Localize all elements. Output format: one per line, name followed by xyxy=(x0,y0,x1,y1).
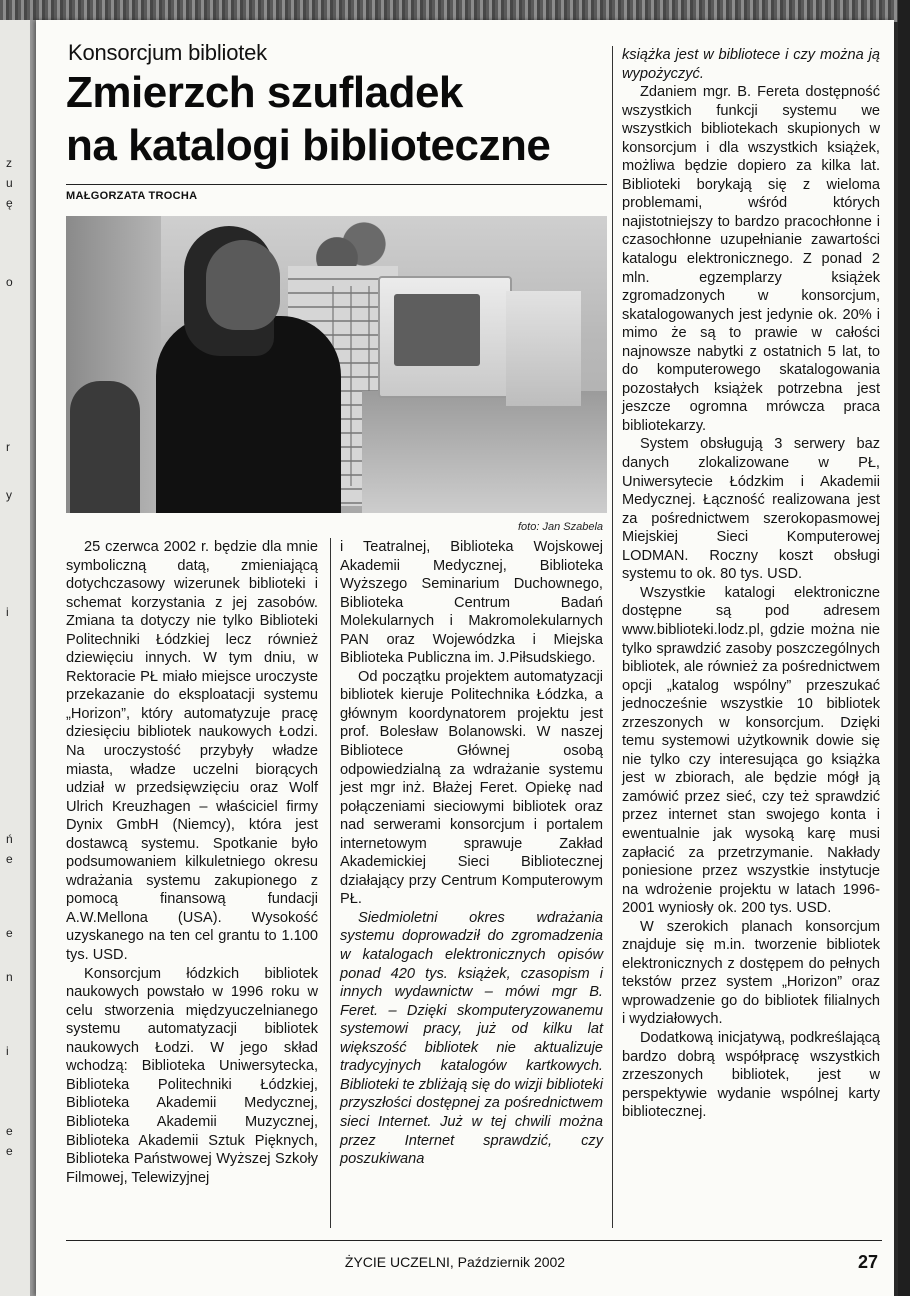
paragraph: Konsorcjum łódzkich bibliotek naukowych powstało w 1996 roku w celu stworzenia międzyuczelnianego systemu automatyzacji bibliotek naukowych Łodzi. W jego skład wchodzą: Biblioteka Uniwersytecka, Biblioteka Politechniki Łódzkiej, Biblioteka Akademii Medycznej, Biblioteka Akademii Muzycznej, Biblioteka Akademii Sztuk Pięknych, Biblioteka Państwowej Wyższej Szkoły Filmowej, Telewizyjnej xyxy=(66,965,318,1186)
margin-glyph: e xyxy=(6,926,13,940)
title-divider xyxy=(66,184,607,185)
photo-woman-head xyxy=(206,240,280,330)
photo-desk xyxy=(362,391,607,513)
text-column-3 xyxy=(622,46,880,1122)
margin-glyph: e xyxy=(6,1144,13,1158)
margin-glyph: n xyxy=(6,970,13,984)
paragraph: Dodatkową inicjatywą, podkreślającą bardzo dobrą współpracę wszystkich zrzeszonych bibliotek, jest w perspektywie wydanie wspólnej karty bibliotecznej. xyxy=(622,1029,880,1121)
photo-monitor-screen xyxy=(394,294,480,366)
photo-background-person xyxy=(70,381,140,513)
margin-glyph: e xyxy=(6,852,13,866)
article-kicker: Konsorcjum bibliotek xyxy=(68,40,267,65)
quote-paragraph: książka jest w bibliotece i czy można ją wypożyczyć. xyxy=(622,47,880,82)
paragraph: System obsługują 3 serwery baz danych zlokalizowane w PŁ, Uniwersytecie Łódzkim i Akademii Medycznej. Łączność realizowana jest za pośrednictwem szerokopasmowej Miejskiej Sieci Komputerowej LODMAN. Roczny koszt obsługi systemu to ok. 80 tys. USD. xyxy=(622,436,880,583)
article-author: MAŁGORZATA TROCHA xyxy=(66,190,198,202)
paragraph: 25 czerwca 2002 r. będzie dla mnie symboliczną datą, zmieniającą dotychczasowy wizerunek biblioteki i schemat korzystania z jej zasobów. Zmiana ta dotyczy nie tylko Biblioteki Politechniki Łódzkiej lecz również dziewięciu innych. W tym dniu, w Rektoracie PŁ miało miejsce uroczyste przekazanie do eksploatacji systemu „Horizon”, który automatyzuje pracę dziesięciu bibliotek naukowych Łodzi. Na uroczystość przybyły władze miasta, władze uczelni biorących udział w przedsięwzięciu oraz Wolf Ulrich Kreuzhagen – właściciel firmy Dynix GmbH (Niemcy), która jest dostawcą systemu. Spotkanie było podsumowaniem kilkuletniego okresu wdrażania systemu zakupionego z pomocą finansową fundacji A.W.Mellona (USA). Wysokość uzyskanego na ten cel grantu to 1.100 tys. USD. xyxy=(66,539,318,964)
margin-glyph: y xyxy=(6,488,12,502)
article-title xyxy=(66,66,606,172)
scan-right-edge xyxy=(898,0,910,1296)
paragraph: W szerokich planach konsorcjum znajduje się m.in. tworzenie bibliotek elektronicznych z dostępem do pełnych tekstów przez system „Horizon” oraz wprowadzenie go do bibliotek filialnych i wydziałowych. xyxy=(622,918,880,1028)
margin-glyph: e xyxy=(6,1124,13,1138)
footer-publication: ŻYCIE UCZELNI, Październik 2002 xyxy=(344,1254,566,1270)
margin-glyph: r xyxy=(6,440,10,454)
quote-paragraph: Siedmioletni okres wdrażania systemu doprowadził do zgromadzenia w katalogach elektronicznych opisów ponad 420 tys. książek, czasopism i innych wydawnictw – mówi mgr B. Feret. – Dzięki skomputeryzowanemu systemowi pracy, już od kilku lat większość bibliotek nie aktualizuje tradycyjnych katalogów kartkowych. Biblioteki te zbliżają się do wizji biblioteki przyszłości dostępnej za pośrednictwem sieci Internet. Już w tej chwili można przez Internet sprawdzić, czy poszukiwana xyxy=(340,909,603,1168)
paragraph: Zdaniem mgr. B. Fereta dostępność wszystkich funkcji systemu we wszystkich bibliotekach skupionych w konsorcjum i dla wszystkich książek, możliwa będzie dopiero za kilka lat. Biblioteki borykają się z wieloma problemami, wśród których najistotniejszy to bardzo pracochłonne i czasochłonne uzupełnianie zawartości katalogu elektronicznego. Z ponad 2 mln. egzemplarzy książek zgromadzonych w konsorcjum, skatalogowanych jest jedynie ok. 20% i mimo że są to prawie w całości najnowsze nabytki z ostatnich 5 lat, to do komputerowego skatalogowania pozostałych książek potrzebna jest jeszcze ogromna mrówcza praca bibliotekarzy. xyxy=(622,84,880,434)
page-number: 27 xyxy=(858,1252,879,1272)
margin-glyph: i xyxy=(6,1044,9,1058)
column-divider xyxy=(330,538,331,1228)
margin-glyph: ń xyxy=(6,832,13,846)
article-title-line: na katalogi biblioteczne xyxy=(66,121,551,170)
article-photo xyxy=(66,216,607,513)
margin-glyph: i xyxy=(6,605,9,619)
scan-top-edge xyxy=(0,0,910,22)
margin-glyph: u xyxy=(6,176,13,190)
photo-computer-case xyxy=(506,291,581,406)
paragraph: i Teatralnej, Biblioteka Wojskowej Akademii Medycznej, Biblioteka Wyższego Seminarium Duchownego, Biblioteka Centrum Badań Molekularnych i Makromolekularnych PAN oraz Wojewódzka i Miejska Biblioteka Publiczna im. J.Piłsudskiego. xyxy=(340,539,603,667)
previous-page-edge xyxy=(0,20,36,1296)
paragraph: Od początku projektem automatyzacji bibliotek kieruje Politechnika Łódzka, a głównym koordynatorem projektu jest prof. Bolesław Bolanowski. W naszej Bibliotece Głównej osobą odpowiedzialną za wdrażanie systemu jest mgr inż. Błażej Feret. Opiekę nad połączeniami sieciowymi bibliotek oraz nad serwerami konsorcjum i portalem internetowym sprawuje Zakład Akademickiej Sieci Bibliotecznej działający przy Centrum Komputerowym PŁ. xyxy=(340,668,603,908)
margin-glyph: o xyxy=(6,275,13,289)
footer-divider xyxy=(66,1240,882,1241)
photo-caption: foto: Jan Szabela xyxy=(518,521,604,533)
margin-glyph: z xyxy=(6,156,12,170)
text-column-2 xyxy=(340,538,603,1169)
text-column-1 xyxy=(66,538,318,1187)
article-title-line: Zmierzch szufladek xyxy=(66,68,463,117)
margin-glyph: ę xyxy=(6,196,13,210)
column-divider xyxy=(612,46,613,1228)
paragraph: Wszystkie katalogi elektroniczne dostępne są pod adresem www.biblioteki.lodz.pl, gdzie można nie tylko sprawdzić zasoby poszczególnych bibliotek, ale również za pośrednictwem opcji „katalog wspólny” przeszukać jednocześnie wszystkie 10 bibliotek zrzeszonych w konsorcjum. Dzięki temu systemowi użytkownik dowie się nie tylko czy interesująca go książka jest w zbiorach, ale będzie mógł ją zamówić przez sieć, czy też sprawdzić przez internet stan swojego konta i ewentualnie jak wysoką karę musi zapłacić za przetrzymanie. Nakłady poniesione przez wszystkie instytucje na wdrożenie projektu w latach 1996-2001 wyniosły ok. 200 tys. USD. xyxy=(622,584,880,917)
